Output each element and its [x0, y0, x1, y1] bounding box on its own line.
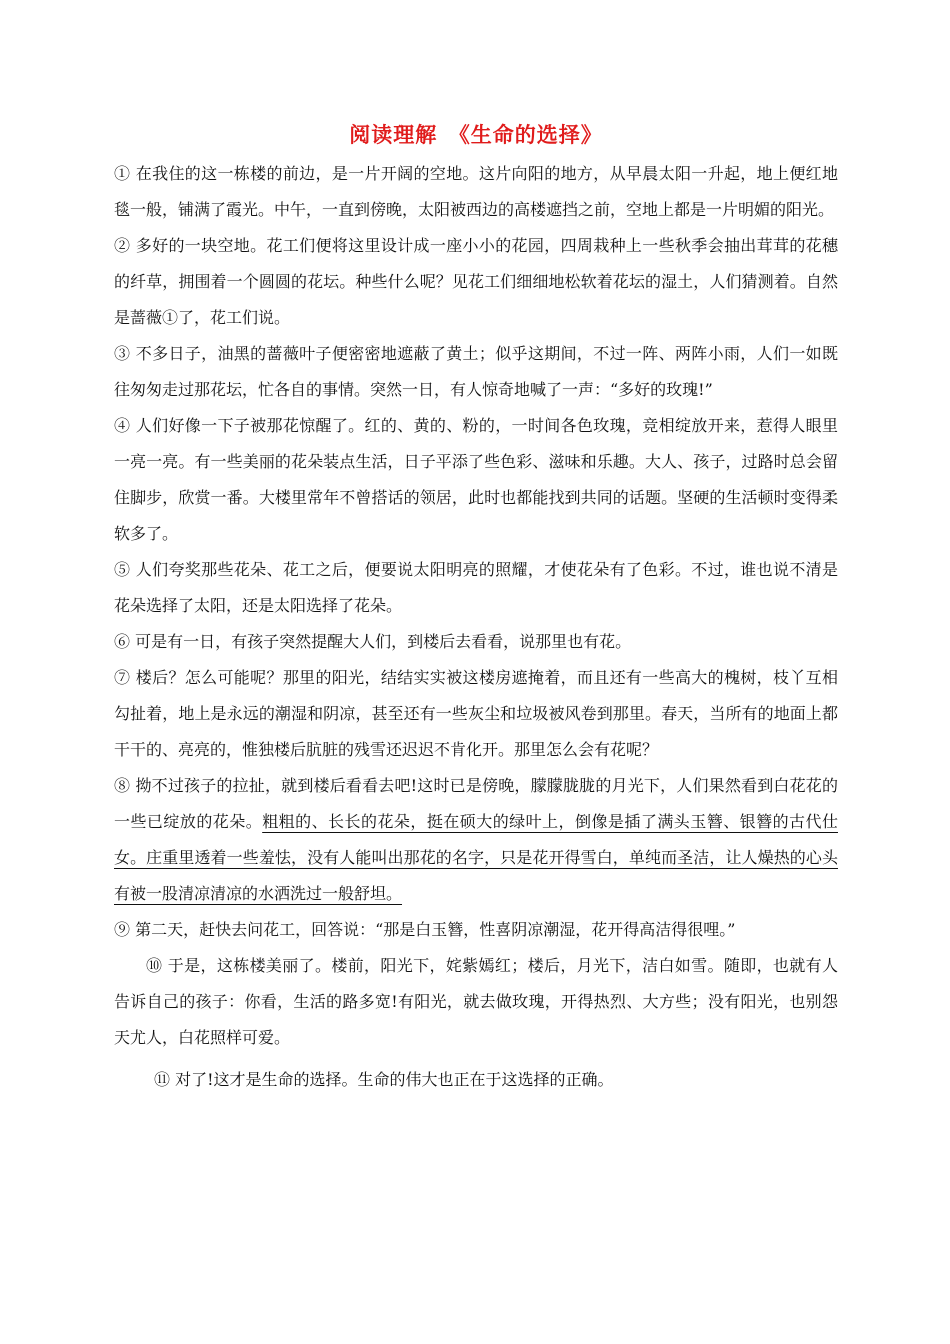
- paragraph-8-text: ⑧ 拗不过孩子的拉扯，就到楼后看看去吧!这时已是傍晚，朦朦胧胧的月光下，人们果然看到白花花的一些已绽放的花朵。: [114, 776, 838, 831]
- paragraph-6: ⑥ 可是有一日，有孩子突然提醒大人们，到楼后去看看，说那里也有花。: [114, 632, 632, 651]
- page-title: 阅读理解 《生命的选择》: [349, 122, 603, 147]
- paragraph-8-underlined-passage: 粗粗的、长长的花朵，挺在硕大的绿叶上，倒像是插了满头玉簪、银簪的古代仕女。庄重里透着一些羞怯，没有人能叫出那花的名字，只是花开得雪白，单纯而圣洁，让人燥热的心头有被一股清凉清凉的水洒洗过一般舒坦。: [114, 812, 838, 903]
- paragraph-11: ⑪ 对了!这才是生命的选择。生命的伟大也正在于这选择的正确。: [154, 1070, 614, 1089]
- paragraph-5: ⑤ 人们夸奖那些花朵、花工之后，便要说太阳明亮的照耀，才使花朵有了色彩。不过，谁也说不清是花朵选择了太阳，还是太阳选择了花朵。: [114, 560, 838, 615]
- paragraph-1: ① 在我住的这一栋楼的前边，是一片开阔的空地。这片向阳的地方，从早晨太阳一升起，地上便红地毯一般，铺满了霞光。中午，一直到傍晚，太阳被西边的高楼遮挡之前，空地上都是一片明媚的阳光。: [114, 164, 838, 219]
- paragraph-8: [114, 768, 838, 912]
- paragraph-9: ⑨ 第二天，赶快去问花工，回答说：“那是白玉簪，性喜阴凉潮湿，花开得高洁得很哩。”: [114, 920, 736, 939]
- paragraph-4: ④ 人们好像一下子被那花惊醒了。红的、黄的、粉的，一时间各色玫瑰，竞相绽放开来，惹得人眼里一亮一亮。有一些美丽的花朵装点生活，日子平添了些色彩、滋味和乐趣。大人、孩子，过路时总会留住脚步，欣赏一番。大楼里常年不曾搭话的领居，此时也都能找到共同的话题。坚硬的生活顿时变得柔软多了。: [114, 416, 838, 543]
- paragraph-7: ⑦ 楼后？怎么可能呢？那里的阳光，结结实实被这楼房遮掩着，而且还有一些高大的槐树，枝丫互相勾扯着，地上是永远的潮湿和阴凉，甚至还有一些灰尘和垃圾被风卷到那里。春天，当所有的地面上都干干的、亮亮的，惟独楼后肮脏的残雪还迟迟不肯化开。那里怎么会有花呢？: [114, 668, 838, 759]
- paragraph-2: ② 多好的一块空地。花工们便将这里设计成一座小小的花园，四周栽种上一些秋季会抽出茸茸的花穗的纤草，拥围着一个圆圆的花坛。种些什么呢？见花工们细细地松软着花坛的湿土，人们猜测着。自然是蔷薇①了，花工们说。: [114, 236, 838, 327]
- document-page: [114, 118, 838, 1098]
- paragraph-10: ⑩ 于是，这栋楼美丽了。楼前，阳光下，姹紫嫣红；楼后，月光下，洁白如雪。随即，也就有人告诉自己的孩子：你看，生活的路多宽!有阳光，就去做玫瑰，开得热烈、大方些；没有阳光，也别怨天尤人，白花照样可爱。: [114, 956, 838, 1047]
- paragraph-3: ③ 不多日子，油黑的蔷薇叶子便密密地遮蔽了黄土；似乎这期间，不过一阵、两阵小雨，人们一如既往匆匆走过那花坛，忙各自的事情。突然一日，有人惊奇地喊了一声：“多好的玫瑰!”: [114, 344, 838, 399]
